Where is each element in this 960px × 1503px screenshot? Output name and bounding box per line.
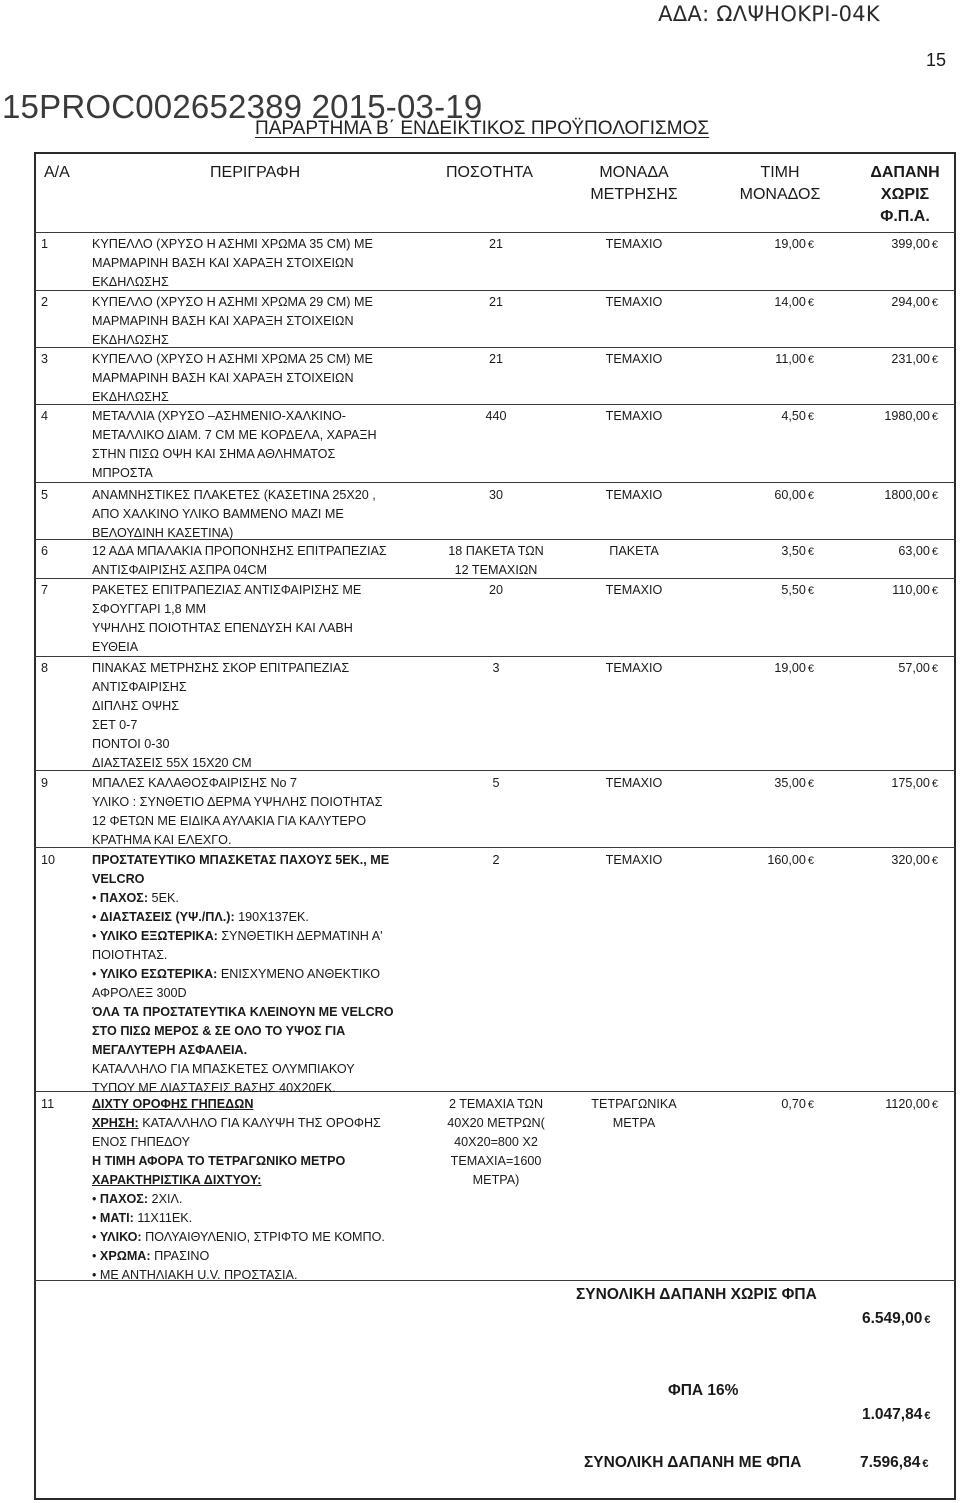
item-unit-price: 4,50 € — [781, 409, 814, 423]
row-divider — [34, 232, 956, 233]
item-unit-price: 35,00 € — [774, 776, 814, 790]
item-cost: 294,00 € — [891, 295, 938, 309]
item-cost: 63,00 € — [898, 544, 938, 558]
item-quantity: 2 — [492, 853, 500, 867]
col-header-unit-price: ΤΙΜΗ ΜΟΝΑΔΟΣ — [739, 164, 821, 203]
item-quantity: 20 — [488, 583, 503, 597]
gross-total-value: 7.596,84 € — [860, 1454, 929, 1471]
item-description: ΠΡΟΣΤΑΤΕΥΤΙΚΟ ΜΠΑΣΚΕΤΑΣ ΠΑΧΟΥΣ 5ΕΚ., ΜΕ VELCRO • ΠΑΧΟΣ: 5ΕΚ. • ΔΙΑΣΤΑΣΕΙΣ (ΥΨ./ΠΛ.): 190Χ137ΕΚ. • ΥΛΙΚΟ ΕΞΩΤΕΡΙΚΑ: ΣΥΝΘΕΤΙΚΗ ΔΕΡΜΑΤΙΝΗ Α' ΠΟΙΟΤΗΤΑΣ. • ΥΛΙΚΟ ΕΣΩΤΕΡΙΚΑ: ΕΝΙΣΧΥΜΕΝΟ ΑΝΘΕΚΤΙΚΟ ΑΦΡΟΛΕΞ 300D ΌΛΑ ΤΑ ΠΡΟΣΤΑΤΕΥΤΙΚΑ ΚΛΕΙΝΟΥΝ ΜΕ VELCRO ΣΤΟ ΠΙΣΩ ΜΕΡΟΣ & ΣΕ ΟΛΟ ΤΟ ΥΨΟΣ ΓΙΑ ΜΕΓΑΛΥΤΕΡΗ ΑΣΦΑΛΕΙΑ. ΚΑΤΑΛΛΗΛΟ ΓΙΑ ΜΠΑΣΚΕΤΕΣ ΟΛΥΜΠΙΑΚΟΥ ΤΥΠΟΥ ΜΕ ΔΙΑΣΤΑΣΕΙΣ ΒΑΣΗΣ 40Χ20ΕΚ. — [92, 853, 394, 1095]
vat-label: ΦΠΑ 16% — [668, 1382, 739, 1399]
item-unit: ΤΕΜΑΧΙΟ — [605, 583, 663, 597]
item-cost: 175,00 € — [891, 776, 938, 790]
item-quantity: 2 ΤΕΜΑΧΙΑ ΤΩΝ 40Χ20 ΜΕΤΡΩΝ( 40Χ20=800 Χ2 ΤΕΜΑΧΙΑ=1600 ΜΕΤΡΑ) — [447, 1097, 545, 1187]
item-number: 6 — [41, 544, 49, 558]
item-unit: ΤΕΜΑΧΙΟ — [605, 295, 663, 309]
item-cost: 57,00 € — [898, 661, 938, 675]
item-number: 9 — [41, 776, 49, 790]
item-cost: 110,00 € — [892, 583, 938, 597]
col-header-unit: ΜΟΝΑΔΑ ΜΕΤΡΗΣΗΣ — [590, 164, 678, 203]
item-unit-price: 3,50 € — [781, 544, 814, 558]
item-description: ΑΝΑΜΝΗΣΤΙΚΕΣ ΠΛΑΚΕΤΕΣ (ΚΑΣΕΤΙΝΑ 25Χ20 , ΑΠΟ ΧΑΛΚΙΝΟ ΥΛΙΚΟ ΒΑΜΜΕΝΟ ΜΑΖΙ ΜΕ ΒΕΛΟΥΔΙΝΗ ΚΑΣΕΤΙΝΑ) — [92, 488, 376, 540]
item-unit: ΤΕΜΑΧΙΟ — [605, 488, 663, 502]
item-unit: ΤΕΜΑΧΙΟ — [605, 661, 663, 675]
item-description: 12 ΑΔΑ ΜΠΑΛΑΚΙΑ ΠΡΟΠΟΝΗΣΗΣ ΕΠΙΤΡΑΠΕΖΙΑΣ ΑΝΤΙΣΦΑΙΡΙΣΗΣ ΑΣΠΡΑ 04CM — [92, 544, 387, 577]
item-number: 10 — [41, 853, 56, 867]
item-description: ΠΙΝΑΚΑΣ ΜΕΤΡΗΣΗΣ ΣΚΟΡ ΕΠΙΤΡΑΠΕΖΙΑΣ ΑΝΤΙΣΦΑΙΡΙΣΗΣ ΔΙΠΛΗΣ ΟΨΗΣ ΣΕΤ 0-7 ΠΟΝΤΟΙ 0-30 ΔΙΑΣΤΑΣΕΙΣ 55Χ 15Χ20 CM — [92, 661, 350, 770]
net-total-label: ΣΥΝΟΛΙΚΗ ΔΑΠΑΝΗ ΧΩΡΙΣ ΦΠΑ — [576, 1286, 817, 1303]
col-header-cost: ΔΑΠΑΝΗ ΧΩΡΙΣ Φ.Π.Α. — [870, 164, 940, 225]
ada-stamp: ΑΔΑ: ΩΛΨΗΟΚΡΙ-04Κ — [658, 2, 880, 26]
item-unit-price: 19,00 € — [774, 237, 814, 251]
item-quantity: 21 — [488, 237, 503, 251]
col-header-aa: Α/Α — [44, 164, 70, 181]
item-unit: ΤΕΜΑΧΙΟ — [605, 409, 663, 423]
item-number: 7 — [41, 583, 49, 597]
item-cost: 1980,00 € — [884, 409, 938, 423]
item-unit: ΠΑΚΕΤΑ — [609, 544, 659, 558]
item-quantity: 21 — [488, 352, 503, 366]
col-header-quantity: ΠΟΣΟΤΗΤΑ — [446, 164, 533, 181]
page-number: 15 — [925, 50, 946, 70]
item-quantity: 3 — [492, 661, 500, 675]
item-description: ΜΕΤΑΛΛΙΑ (ΧΡΥΣΟ –ΑΣΗΜΕΝΙΟ-ΧΑΛΚΙΝΟ- ΜΕΤΑΛΛΙΚΟ ΔΙΑΜ. 7 CM ΜΕ ΚΟΡΔΕΛΑ, ΧΑΡΑΞΗ ΣΤΗΝ ΠΙΣΩ ΟΨΗ ΚΑΙ ΣΗΜΑ ΑΘΛΗΜΑΤΟΣ ΜΠΡΟΣΤΑ — [92, 409, 377, 480]
item-cost: 231,00 € — [891, 352, 938, 366]
item-unit: ΤΕΜΑΧΙΟ — [605, 352, 663, 366]
item-number: 8 — [41, 661, 49, 675]
item-number: 5 — [41, 488, 49, 502]
item-unit-price: 5,50 € — [781, 583, 814, 597]
item-number: 2 — [41, 295, 49, 309]
item-unit: ΤΕΜΑΧΙΟ — [605, 776, 663, 790]
item-number: 4 — [41, 409, 49, 423]
item-unit-price: 11,00 € — [775, 352, 814, 366]
item-description: ΜΠΑΛΕΣ ΚΑΛΑΘΟΣΦΑΙΡΙΣΗΣ Νο 7 ΥΛΙΚΟ : ΣΥΝΘΕΤΙΟ ΔΕΡΜΑ ΥΨΗΛΗΣ ΠΟΙΟΤΗΤΑΣ 12 ΦΕΤΩΝ ΜΕ ΕΙΔΙΚΑ ΑΥΛΑΚΙΑ ΓΙΑ ΚΑΛΥΤΕΡΟ ΚΡΑΤΗΜΑ ΚΑΙ ΕΛΕΧΓΟ. — [92, 776, 383, 847]
item-description: ΚΥΠΕΛΛΟ (ΧΡΥΣΟ Η ΑΣΗΜΙ ΧΡΩΜΑ 25 CM) ΜΕ ΜΑΡΜΑΡΙΝΗ ΒΑΣΗ ΚΑΙ ΧΑΡΑΞΗ ΣΤΟΙΧΕΙΩΝ ΕΚΔΗΛΩΣΗΣ — [92, 352, 373, 404]
item-unit-price: 60,00 € — [774, 488, 814, 502]
item-unit-price: 160,00 € — [767, 853, 814, 867]
item-description: ΔΙΧΤΥ ΟΡΟΦΗΣ ΓΗΠΕΔΩΝ ΧΡΗΣΗ: ΚΑΤΑΛΛΗΛΟ ΓΙΑ ΚΑΛΥΨΗ ΤΗΣ ΟΡΟΦΗΣ ΕΝΟΣ ΓΗΠΕΔΟΥ Η ΤΙΜΗ ΑΦΟΡΑ ΤΟ ΤΕΤΡΑΓΩΝΙΚΟ ΜΕΤΡΟ ΧΑΡΑΚΤΗΡΙΣΤΙΚΑ ΔΙΧΤΥΟΥ: • ΠΑΧΟΣ: 2ΧΙΛ. • ΜΑΤΙ: 11Χ11ΕΚ. • ΥΛΙΚΟ: ΠΟΛΥΑΙΘΥΛΕΝΙΟ, ΣΤΡΙΦΤΟ ΜΕ ΚΟΜΠΟ. • ΧΡΩΜΑ: ΠΡΑΣΙΝΟ • ΜΕ ΑΝΤΗΛΙΑΚΗ U.V. ΠΡΟΣΤΑΣΙΑ. — [92, 1097, 385, 1282]
item-cost: 320,00 € — [891, 853, 938, 867]
gross-total-label: ΣΥΝΟΛΙΚΗ ΔΑΠΑΝΗ ΜΕ ΦΠΑ — [584, 1454, 802, 1471]
col-header-description: ΠΕΡΙΓΡΑΦΗ — [210, 164, 301, 181]
item-quantity: 21 — [488, 295, 503, 309]
page-title: ΠΑΡΑΡΤΗΜΑ Β΄ ΕΝΔΕΙΚΤΙΚΟΣ ΠΡΟΫΠΟΛΟΓΙΣΜΟΣ — [255, 118, 710, 139]
item-unit-price: 0,70 € — [781, 1097, 814, 1111]
document-code: 15PROC002652389 2015-03-19 — [2, 88, 483, 125]
item-description: ΡΑΚΕΤΕΣ ΕΠΙΤΡΑΠΕΖΙΑΣ ΑΝΤΙΣΦΑΙΡΙΣΗΣ ΜΕ ΣΦΟΥΓΓΑΡΙ 1,8 ΜΜ ΥΨΗΛΗΣ ΠΟΙΟΤΗΤΑΣ ΕΠΕΝΔΥΣΗ ΚΑΙ ΛΑΒΗ ΕΥΘΕΙΑ — [92, 583, 362, 654]
item-cost: 1800,00 € — [884, 488, 938, 502]
item-description: ΚΥΠΕΛΛΟ (ΧΡΥΣΟ Η ΑΣΗΜΙ ΧΡΩΜΑ 29 CM) ΜΕ ΜΑΡΜΑΡΙΝΗ ΒΑΣΗ ΚΑΙ ΧΑΡΑΞΗ ΣΤΟΙΧΕΙΩΝ ΕΚΔΗΛΩΣΗΣ — [92, 295, 373, 347]
net-total-value: 6.549,00 € — [862, 1310, 931, 1327]
item-quantity: 440 — [485, 409, 507, 423]
item-description: ΚΥΠΕΛΛΟ (ΧΡΥΣΟ Η ΑΣΗΜΙ ΧΡΩΜΑ 35 CM) ΜΕ ΜΑΡΜΑΡΙΝΗ ΒΑΣΗ ΚΑΙ ΧΑΡΑΞΗ ΣΤΟΙΧΕΙΩΝ ΕΚΔΗΛΩΣΗΣ — [92, 237, 373, 289]
item-unit: ΤΕΜΑΧΙΟ — [605, 237, 663, 251]
item-unit-price: 14,00 € — [774, 295, 814, 309]
item-cost: 399,00 € — [891, 237, 938, 251]
item-number: 11 — [41, 1097, 55, 1111]
vat-value: 1.047,84 € — [862, 1406, 931, 1423]
item-unit: ΤΕΤΡΑΓΩΝΙΚΑ ΜΕΤΡΑ — [591, 1097, 677, 1130]
item-quantity: 5 — [492, 776, 500, 790]
item-quantity: 30 — [488, 488, 503, 502]
item-unit: ΤΕΜΑΧΙΟ — [605, 853, 663, 867]
item-number: 3 — [41, 352, 49, 366]
item-cost: 1120,00 € — [885, 1097, 938, 1111]
item-unit-price: 19,00 € — [774, 661, 814, 675]
item-quantity: 18 ΠΑΚΕΤΑ ΤΩΝ 12 ΤΕΜΑΧΙΩΝ — [448, 544, 544, 577]
item-number: 1 — [41, 237, 49, 251]
